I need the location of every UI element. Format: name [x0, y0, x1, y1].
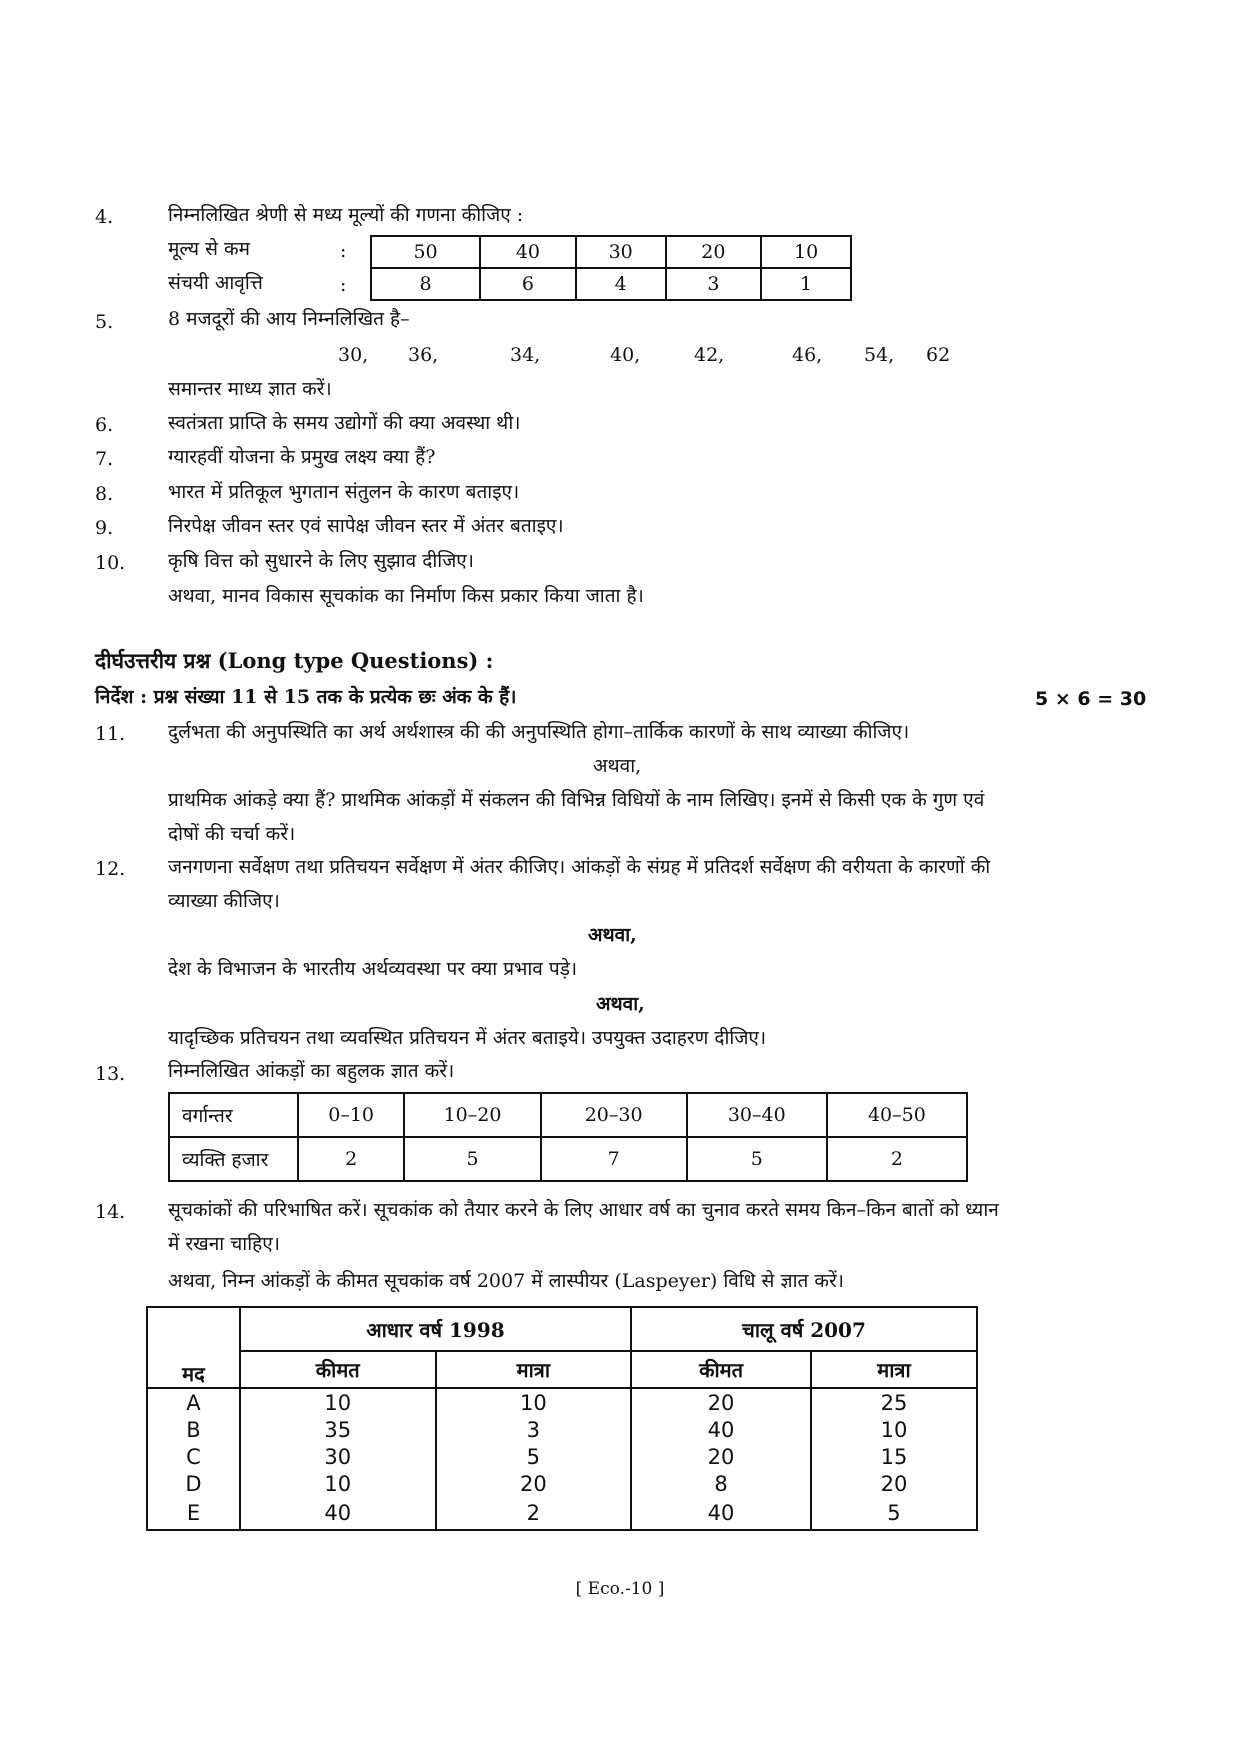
q5-value: 46, — [792, 344, 823, 366]
table-cell: 10–20 — [404, 1093, 540, 1137]
q4-row2-label: संचयी आवृत्ति — [168, 272, 263, 294]
table-cell: 10 — [811, 1416, 977, 1443]
table-cell: A — [147, 1388, 240, 1416]
q14-line1: सूचकांकों की परिभाषित करें। सूचकांक को तैयार करने के लिए आधार वर्ष का चुनाव करते समय किन–किन बातों को ध्यान — [168, 1199, 999, 1221]
table-cell: 3 — [436, 1416, 632, 1443]
q9-number: 9. — [95, 517, 114, 539]
q4-table — [370, 235, 852, 301]
table-cell: 40 — [240, 1497, 436, 1530]
table-row — [169, 1137, 967, 1181]
table-cell: 35 — [240, 1416, 436, 1443]
table-cell: 15 — [811, 1443, 977, 1470]
table-cell: 50 — [371, 236, 480, 268]
table-row — [147, 1443, 977, 1470]
table-cell: 30–40 — [687, 1093, 827, 1137]
table-cell: 5 — [404, 1137, 540, 1181]
table-cell: C — [147, 1443, 240, 1470]
q5-value: 54, — [864, 344, 895, 366]
q4-number: 4. — [95, 206, 114, 228]
item-header: मद — [147, 1351, 240, 1388]
table-cell: 30 — [240, 1443, 436, 1470]
table-row — [147, 1470, 977, 1497]
table-row — [147, 1307, 977, 1351]
base-year-header: आधार वर्ष 1998 — [240, 1307, 631, 1351]
page-footer: [ Eco.-10 ] — [575, 1579, 665, 1599]
table-cell: 2 — [436, 1497, 632, 1530]
q4-row1-colon: : — [340, 240, 347, 262]
q5-value: 62 — [926, 344, 951, 366]
section-title: दीर्घउत्तरीय प्रश्न (Long type Questions) : — [95, 648, 494, 673]
table-row — [371, 236, 851, 268]
table-cell: 30 — [576, 236, 666, 268]
qty-header: मात्रा — [811, 1351, 977, 1388]
q12-alt1: देश के विभाजन के भारतीय अर्थव्यवस्था पर क्या प्रभाव पड़े। — [168, 958, 578, 980]
table-cell: 40 — [480, 236, 576, 268]
price-header: कीमत — [631, 1351, 811, 1388]
q13-table — [168, 1092, 968, 1182]
q13-number: 13. — [95, 1063, 126, 1085]
section-instruction: निर्देश : प्रश्न संख्या 11 से 15 तक के प्रत्येक छः अंक के हैं। — [95, 686, 517, 708]
q5-value: 40, — [610, 344, 641, 366]
table-cell: 40 — [631, 1497, 811, 1530]
table-cell: 4 — [576, 268, 666, 300]
q12-or2: अथवा, — [596, 993, 645, 1015]
table-cell: 25 — [811, 1388, 977, 1416]
table-cell: 10 — [761, 236, 851, 268]
q4-text: निम्नलिखित श्रेणी से मध्य मूल्यों की गणना कीजिए : — [168, 204, 524, 226]
table-cell: 40–50 — [827, 1093, 967, 1137]
table-cell: 20 — [811, 1470, 977, 1497]
table-cell: 20 — [631, 1443, 811, 1470]
table-cell: 5 — [811, 1497, 977, 1530]
table-cell: 5 — [436, 1443, 632, 1470]
table-cell: 20 — [436, 1470, 632, 1497]
q14-line2: में रखना चाहिए। — [168, 1233, 280, 1255]
q6-text: स्वतंत्रता प्राप्ति के समय उद्योगों की क्या अवस्था थी। — [168, 412, 521, 434]
table-row — [169, 1093, 967, 1137]
q11-number: 11. — [95, 723, 126, 745]
q14-price-table — [146, 1306, 978, 1531]
table-cell: D — [147, 1470, 240, 1497]
q7-text: ग्यारहवीं योजना के प्रमुख लक्ष्य क्या हैं? — [168, 446, 436, 468]
table-cell: 8 — [371, 268, 480, 300]
table-cell: 10 — [240, 1470, 436, 1497]
q7-number: 7. — [95, 448, 114, 470]
table-cell: 8 — [631, 1470, 811, 1497]
q14-number: 14. — [95, 1201, 126, 1223]
q6-number: 6. — [95, 414, 114, 436]
q12-or1: अथवा, — [588, 924, 637, 946]
table-cell: 5 — [687, 1137, 827, 1181]
table-row — [371, 268, 851, 300]
table-cell: 7 — [541, 1137, 687, 1181]
table-cell: 20 — [631, 1388, 811, 1416]
table-cell: B — [147, 1416, 240, 1443]
table-row — [147, 1388, 977, 1416]
q4-row1-label: मूल्य से कम — [168, 238, 250, 260]
table-cell: 20–30 — [541, 1093, 687, 1137]
q13-text: निम्नलिखित आंकड़ों का बहुलक ज्ञात करें। — [168, 1060, 455, 1082]
table-cell — [147, 1307, 240, 1351]
q10-text: कृषि वित्त को सुधारने के लिए सुझाव दीजिए। — [168, 550, 474, 572]
q5-number: 5. — [95, 311, 114, 333]
table-cell: 1 — [761, 268, 851, 300]
q12-alt2: यादृच्छिक प्रतिचयन तथा व्यवस्थित प्रतिचयन में अंतर बताइये। उपयुक्त उदाहरण दीजिए। — [168, 1027, 767, 1049]
section-marks: 5 × 6 = 30 — [1035, 688, 1147, 710]
table-cell: 20 — [666, 236, 762, 268]
q10-number: 10. — [95, 552, 126, 574]
q11-alt-line2: दोषों की चर्चा करें। — [168, 823, 296, 845]
q4-row2-colon: : — [340, 274, 347, 296]
q11-alt-line1: प्राथमिक आंकड़े क्या हैं? प्राथमिक आंकड़ों में संकलन की विभिन्न विधियों के नाम लिखिए। इनमें से किसी एक के गुण एवं — [168, 789, 985, 811]
q5-value: 36, — [408, 344, 439, 366]
q14-alt: अथवा, निम्न आंकड़ों के कीमत सूचकांक वर्ष 2007 में लास्पीयर (Laspeyer) विधि से ज्ञात करें। — [168, 1270, 844, 1292]
qty-header: मात्रा — [436, 1351, 632, 1388]
q11-or: अथवा, — [593, 755, 642, 777]
current-year-header: चालू वर्ष 2007 — [631, 1307, 977, 1351]
q12-line2: व्याख्या कीजिए। — [168, 890, 280, 912]
table-cell: 2 — [298, 1137, 405, 1181]
q5-text: 8 मजदूरों की आय निम्नलिखित है– — [168, 308, 410, 330]
table-cell: 0–10 — [298, 1093, 405, 1137]
table-row — [147, 1497, 977, 1530]
q11-text: दुर्लभता की अनुपस्थिति का अर्थ अर्थशास्त्र की की अनुपस्थिति होगा–तार्किक कारणों के साथ व्याख्या कीजिए। — [168, 721, 910, 743]
price-header: कीमत — [240, 1351, 436, 1388]
table-cell: वर्गान्तर — [169, 1093, 298, 1137]
q12-line1: जनगणना सर्वेक्षण तथा प्रतिचयन सर्वेक्षण में अंतर कीजिए। आंकड़ों के संग्रह में प्रतिदर्श सर्वेक्षण की वरीयता के कारणों की — [168, 856, 991, 878]
q5-value: 42, — [694, 344, 725, 366]
table-cell: E — [147, 1497, 240, 1530]
q9-text: निरपेक्ष जीवन स्तर एवं सापेक्ष जीवन स्तर में अंतर बताइए। — [168, 515, 564, 537]
q8-number: 8. — [95, 483, 114, 505]
table-cell: 2 — [827, 1137, 967, 1181]
q5-value: 34, — [510, 344, 541, 366]
q5-value: 30, — [338, 344, 369, 366]
table-cell: 10 — [240, 1388, 436, 1416]
q10-alt: अथवा, मानव विकास सूचकांक का निर्माण किस प्रकार किया जाता है। — [168, 585, 644, 607]
table-cell: 6 — [480, 268, 576, 300]
table-cell: 10 — [436, 1388, 632, 1416]
table-cell: 3 — [666, 268, 762, 300]
table-cell: व्यक्ति हजार — [169, 1137, 298, 1181]
q8-text: भारत में प्रतिकूल भुगतान संतुलन के कारण बताइए। — [168, 481, 520, 503]
table-row — [147, 1351, 977, 1388]
table-row — [147, 1416, 977, 1443]
q5-text2: समान्तर माध्य ज्ञात करें। — [168, 378, 332, 400]
q12-number: 12. — [95, 858, 126, 880]
table-cell: 40 — [631, 1416, 811, 1443]
